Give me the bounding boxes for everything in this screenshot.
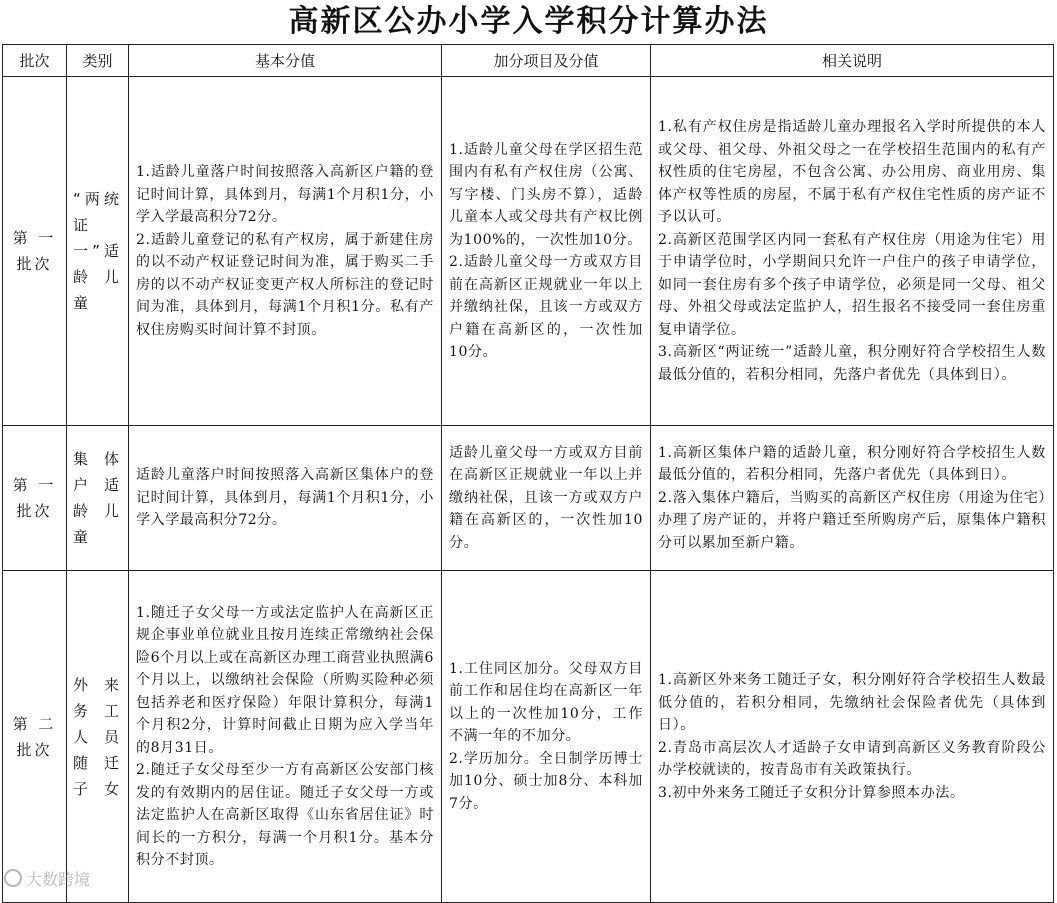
note-item: 2.青岛市高层次人才适龄子女申请到高新区义务教育阶段公办学校就读的，按青岛市有关政策执行。: [658, 739, 1046, 778]
note-item: 1.私有产权住房是指适龄儿童办理报名入学时所提供的本人或父母、祖父母、外祖父母之一在学校招生范围内的私有产权性质的住宅房屋，不包含公寓、办公用房、商业用房、集体产权等性质的房屋，不属于私有产权住宅性质的房产证不予以认可。: [658, 119, 1046, 225]
header-notes: 相关说明: [651, 45, 1054, 77]
header-batch: 批次: [3, 45, 67, 77]
bonus-item: 适龄儿童父母一方或双方目前在高新区正规就业一年以上并缴纳社保，且该一方或双方户籍在高新区的，一次性加10分。: [449, 444, 643, 551]
header-category: 类别: [67, 45, 129, 77]
note-item: 3.初中外来务工随迁子女积分计算参照本办法。: [658, 784, 965, 801]
basic-score-cell: [129, 77, 442, 426]
bonus-item: 1.工住同区加分。父母双方目前工作和居住均在高新区一年以上的一次性加10分，工作不满一年的不加分。: [449, 660, 643, 745]
header-row: [3, 45, 1054, 77]
basic-score-cell: [129, 426, 442, 571]
category-cell: 外来务工人员随迁子女: [67, 571, 129, 903]
bonus-cell: [442, 77, 651, 426]
watermark: [4, 866, 90, 890]
basic-item: 2.随迁子女父母至少一方有高新区公安部门核发的有效期内的居住证。随迁子女父母一方或法定监护人在高新区取得《山东省居住证》时间长的一方积分，每满一个月积1分。基本分积分不封顶。: [136, 762, 434, 868]
note-item: 1.高新区集体户籍的适龄儿童，积分刚好符合学校招生人数最低分值的，若积分相同，先落户者优先（具体到日）。: [658, 444, 1046, 484]
basic-item: 1.随迁子女父母一方或法定监护人在高新区正规企事业单位就业且按月连续正常缴纳社会保险6个月以上或在高新区办理工商营业执照满6个月以上，以缴纳社会保险（所购买险种必须包括养老和医疗保险）年限计算积分，每满1个月积2分，计算时间截止日期为应入学当年的8月31日。: [136, 604, 434, 756]
category-cell: “两统证一”适龄儿童: [67, 77, 129, 426]
basic-item: 适龄儿童落户时间按照落入高新区集体户的登记时间计算，具体到月，每满1个月积1分，小学入学最高积分72分。: [136, 467, 434, 529]
notes-cell: [651, 426, 1054, 571]
bonus-cell: [442, 571, 651, 903]
batch-cell: 第 一 批次: [3, 77, 67, 426]
basic-score-cell: [129, 571, 442, 903]
bonus-item: 2.学历加分。全日制学历博士加10分、硕士加8分、本科加7分。: [449, 750, 643, 812]
batch-cell: 第 二 批次: [3, 571, 67, 903]
bonus-cell: [442, 426, 651, 571]
table-row: [3, 77, 1054, 426]
category-cell: 集体户适龄儿童: [67, 426, 129, 571]
bonus-item: 2.适龄儿童父母一方或双方目前在高新区正规就业一年以上并缴纳社保，且该一方或双方户籍在高新区的，一次性加10分。: [449, 254, 643, 360]
watermark-logo-icon: [4, 869, 22, 887]
basic-item: 1.适龄儿童落户时间按照落入高新区户籍的登记时间计算，具体到月，每满1个月积1分，小学入学最高积分72分。: [136, 164, 434, 225]
note-item: 2.落入集体户籍后，当购买的高新区产权住房（用途为住宅）办理了房产证的，并将户籍迁至所购房产后，原集体户籍积分可以累加至新户籍。: [658, 489, 1046, 551]
note-item: 2.高新区范围学区内同一套私有产权住房（用途为住宅）用于申请学位时，小学期间只允许一户住户的孩子申请学位，如同一套住房有多个孩子申请学位，必须是同一父母、祖父母、外祖父母或法定监护人，招生报名不接受同一套住房重复申请学位。: [658, 231, 1046, 338]
watermark-text: 大数跨境: [26, 869, 91, 889]
header-basic: 基本分值: [129, 45, 442, 77]
points-table: [2, 44, 1054, 903]
table-row: [3, 426, 1054, 571]
basic-item: 2.适龄儿童登记的私有产权房，属于新建住房的以不动产权证登记时间为准，属于购买二手房的以不动产权证变更产权人所标注的登记时间为准，具体到月，每满1个月积1分。私有产权住房购买时间计算不封顶。: [136, 231, 434, 338]
bonus-item: 1.适龄儿童父母在学区招生范围内有私有产权住房（公寓、写字楼、门头房不算），适龄儿童本人或父母共有产权比例为100%的，一次性加10分。: [449, 141, 643, 248]
note-item: 1.高新区外来务工随迁子女，积分刚好符合学校招生人数最低分值的，若积分相同，先缴纳社会保险者优先（具体到日）。: [658, 672, 1046, 733]
note-item: 3.高新区“两证统一”适龄儿童，积分刚好符合学校招生人数最低分值的，若积分相同，先落户者优先（具体到日）。: [658, 344, 1046, 383]
header-bonus: 加分项目及分值: [442, 45, 651, 77]
page-title: 高新区公办小学入学积分计算办法: [288, 4, 769, 39]
notes-cell: [651, 77, 1054, 426]
notes-cell: [651, 571, 1054, 903]
table-row: [3, 571, 1054, 903]
batch-cell: 第 一 批次: [3, 426, 67, 571]
